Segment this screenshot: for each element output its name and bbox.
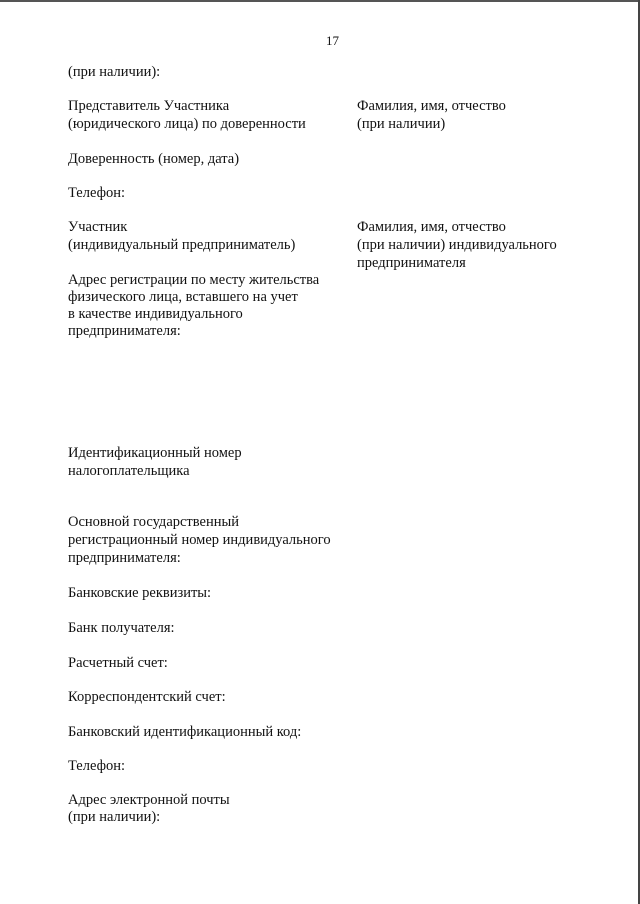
participant-fio-line3: предпринимателя	[357, 255, 466, 271]
settlement-account-label: Расчетный счет:	[68, 655, 168, 671]
representative-fio-line1: Фамилия, имя, отчество	[357, 98, 506, 114]
bank-details-label: Банковские реквизиты:	[68, 585, 212, 601]
registration-address-line3: в качестве индивидуального	[68, 306, 243, 322]
recipient-bank-label: Банк получателя:	[68, 620, 175, 636]
correspondent-account-label: Корреспондентский счет:	[68, 689, 226, 705]
registration-address-line1: Адрес регистрации по месту жительства	[68, 272, 320, 288]
email-label-line2: (при наличии):	[68, 809, 161, 825]
representative-label-line1: Представитель Участника	[68, 98, 230, 114]
ogrnip-label-line1: Основной государственный	[68, 514, 239, 530]
top-continuation: (при наличии):	[68, 64, 161, 80]
phone-label-1: Телефон:	[68, 185, 126, 201]
scan-edge-top	[0, 0, 640, 2]
page-number: 17	[326, 33, 339, 48]
registration-address-line4: предпринимателя:	[68, 323, 181, 339]
bic-label: Банковский идентификационный код:	[68, 724, 302, 740]
participant-label-line1: Участник	[68, 219, 128, 235]
participant-label-line2: (индивидуальный предприниматель)	[68, 237, 296, 253]
representative-label-line2: (юридического лица) по доверенности	[68, 116, 306, 132]
registration-address-line2: физического лица, вставшего на учет	[68, 289, 298, 305]
ogrnip-label-line3: предпринимателя:	[68, 550, 181, 566]
power-of-attorney-label: Доверенность (номер, дата)	[68, 151, 240, 167]
inn-label-line1: Идентификационный номер	[68, 445, 242, 461]
phone-label-2: Телефон:	[68, 758, 126, 774]
participant-fio-line1: Фамилия, имя, отчество	[357, 219, 506, 235]
inn-label-line2: налогоплательщика	[68, 463, 190, 479]
representative-fio-line2: (при наличии)	[357, 116, 446, 132]
email-label-line1: Адрес электронной почты	[68, 792, 230, 808]
ogrnip-label-line2: регистрационный номер индивидуального	[68, 532, 331, 548]
participant-fio-line2: (при наличии) индивидуального	[357, 237, 557, 253]
